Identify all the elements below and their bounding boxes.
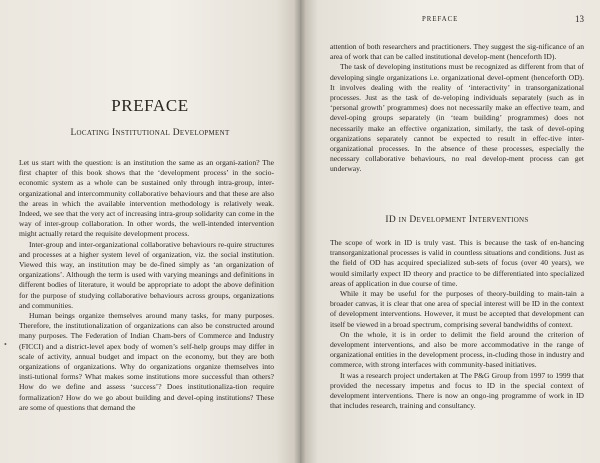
paragraph: Human beings organize themselves around many tasks, for many purposes. Therefore, the institutionalization of organizations can also be constructed around many purposes. The Federation of Indian Cham-bers of Commerce and Industry (FICCI) and a district-level apex body of women’s self-help groups may differ in scale of activity, annual budget and impact on the economy, but they are both organizations of organizations. Why do organizations organize themselves into insti-tutional forms? What makes some institutions more successful than others? How do we define and assess ‘success’? Does institutionaliza-tion require formalization? How do we go about building and devel-oping institutions? These are some of questions that demand the	[19, 311, 274, 412]
section-title-id: ID in Development Interventions	[385, 215, 529, 225]
paragraph: Let us start with the question: is an institution the same as an organi-zation? The first chapter of this book shows that the ‘development process’ in the socio-economic system as a whole can be sustained only through intra-group, inter-organizational and intercommunity collaborative behaviours and that these are also the areas in which the available intervention methodology is relatively weak. Indeed, we see that the very act of increasing intra-group solidarity can come in the way of inter-group collaboration. In other words, the well-intended intervention might actually retard the requisite development process.	[19, 158, 274, 239]
paragraph: Inter-group and inter-organizational collaborative behaviours re-quire structures and processes at a higher system level of organization, viz. the social institution. Viewed this way, an institution may be de-fined simply as ‘an organization of organizations’. Although the term is used with varying meanings and definitions in different bodies of literature, it would be appropriate to adopt the above definition for the purpose of studying collaborative behaviours across groups, organizations and communities.	[19, 239, 274, 310]
paragraph: The task of developing institutions must be recognized as different from that of developing single organizations i.e. organizational devel-opment (henceforth OD). It involves dealing with the reality of ‘interactivity’ in transorganizational processes. Just as the task of de-veloping individuals separately (such as in ‘personal growth’ programmes) does not necessarily make an effective team, and devel-oping groups separately (in ‘team building’ programmes) does not necessarily make an effective organization, similarly, the task of devel-oping organizations separately cannot be expected to result in effec-tive inter-organizational processes. In the absence of these processes, especially the necessary collaborative behaviours, no real develop-ment process can get underway.	[330, 62, 584, 174]
paragraph: While it may be useful for the purposes of theory-building to main-tain a broader canvas, it is clear that one area of special interest will be ID in the context of development interventions. However, it must be accepted that development can itself be viewed in a broad spectrum, comprising several bandwidths of context.	[330, 289, 584, 329]
paragraph: The scope of work in ID is truly vast. This is because the task of en-hancing transorganizational processes is valid in countless situations and conditions. Just as the field of OD has acquired specialized sub-sets of focus (over 40 years), we would similarly expect ID theory and practice to be differentiated into specialized areas of application in due course of time.	[330, 238, 584, 288]
right-body-bottom	[330, 238, 584, 411]
paragraph: attention of both researchers and practitioners. They suggest the sig-nificance of an area of work that can be called institutional develop-ment (henceforth ID).	[330, 42, 584, 62]
paragraph: It was a research project undertaken at The P&G Group from 1997 to 1999 that provided the necessary impetus and focus to ID in the special context of development interventions. There is now an ongo-ing programme of work in ID that includes research, training and consultancy.	[330, 370, 584, 411]
right-body-top	[330, 42, 584, 175]
preface-title: PREFACE	[111, 96, 189, 115]
page-number: 13	[575, 14, 584, 24]
right-page	[300, 0, 600, 463]
paragraph: On the whole, it is in order to delimit the field around the criterion of development interventions, and also be more accommodative in the range of organizational entities in the development process, in-cluding those in industry and commerce, with strong interfaces with community-based initiatives.	[330, 329, 584, 370]
book-gutter	[294, 0, 306, 463]
page-header	[330, 14, 584, 26]
margin-mark: •	[4, 340, 7, 349]
section-title-locating: Locating Institutional Development	[70, 128, 230, 138]
running-head: PREFACE	[422, 16, 459, 23]
left-body-text	[19, 158, 274, 413]
